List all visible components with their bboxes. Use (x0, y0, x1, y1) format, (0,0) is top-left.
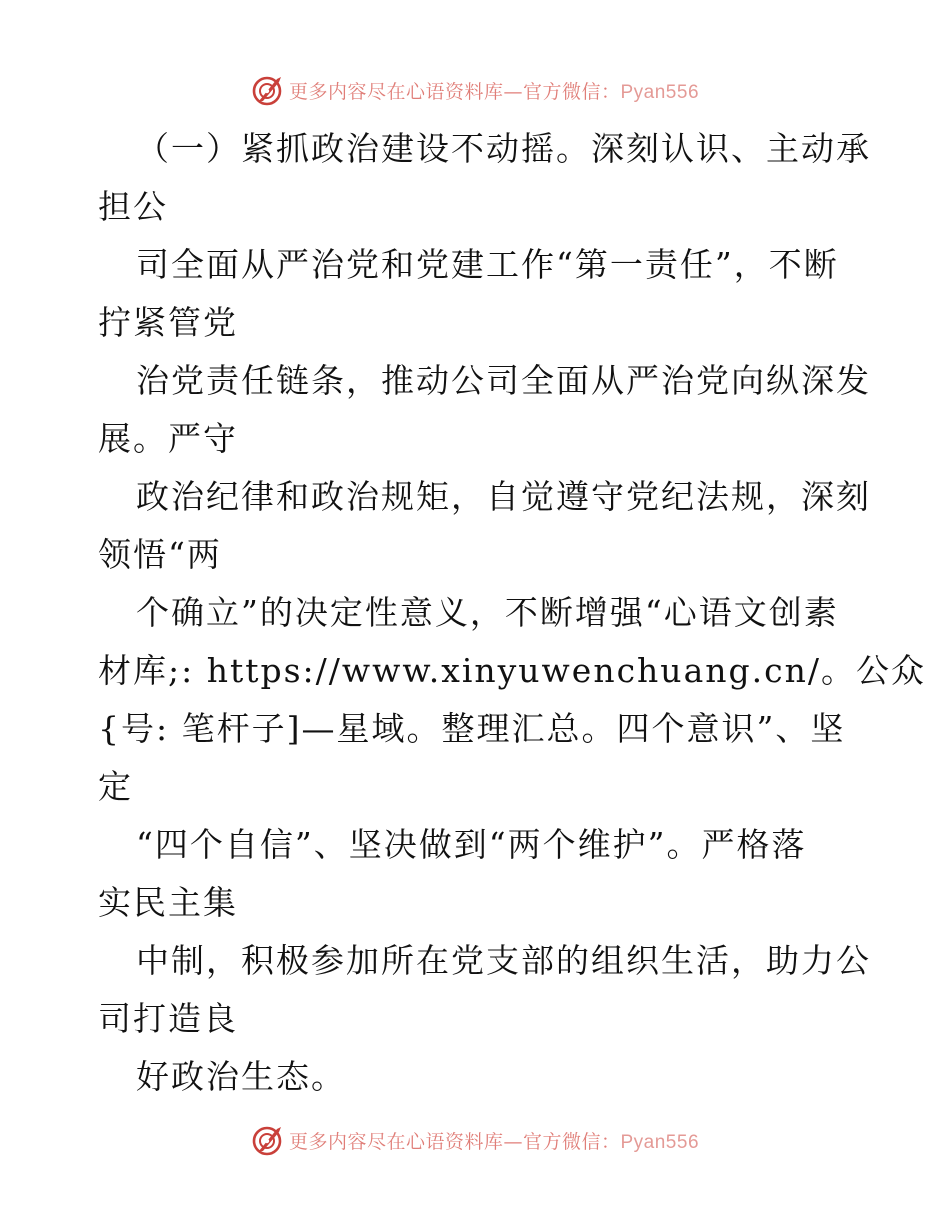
document-body (98, 120, 926, 1106)
text-line: 展。严守 (98, 419, 238, 458)
text-line: “四个自信”、坚决做到“两个维护”。严格落 (136, 825, 807, 864)
header-watermark-banner (0, 70, 950, 110)
text-line: （一）紧抓政治建设不动摇。深刻认识、主动承 (136, 129, 871, 168)
banner-text: 更多内容尽在心语资料库—官方微信：Pyan556 (288, 80, 700, 103)
text-line: 材库;: https://www.xinyuwenchuang.cn/。公众 (98, 651, 926, 690)
text-line: 治党责任链条，推动公司全面从严治党向纵深发 (136, 361, 871, 400)
text-line: {号: 笔杆子]—星域。整理汇总。四个意识”、坚 (98, 709, 846, 748)
text-line: 中制，积极参加所在党支部的组织生活，助力公 (136, 941, 871, 980)
quill-logo-icon (251, 73, 285, 107)
text-line: 政治纪律和政治规矩，自觉遵守党纪法规，深刻 (136, 477, 871, 516)
text-line: 个确立”的决定性意义，不断增强“心语文创素 (136, 593, 839, 632)
text-line: 拧紧管党 (98, 303, 238, 342)
text-line: 好政治生态。 (136, 1057, 346, 1096)
text-line: 司打造良 (98, 999, 238, 1038)
quill-logo-icon (251, 1123, 285, 1157)
text-line: 担公 (98, 187, 168, 226)
banner-text: 更多内容尽在心语资料库—官方微信：Pyan556 (288, 1130, 700, 1153)
text-line: 领悟“两 (98, 535, 222, 574)
text-line: 定 (98, 767, 133, 806)
text-line: 实民主集 (98, 883, 238, 922)
wechat-id: Pyan556 (620, 81, 700, 103)
wechat-id: Pyan556 (620, 1131, 700, 1153)
footer-watermark-banner (0, 1120, 950, 1160)
text-line: 司全面从严治党和党建工作“第一责任”，不断 (136, 245, 839, 284)
